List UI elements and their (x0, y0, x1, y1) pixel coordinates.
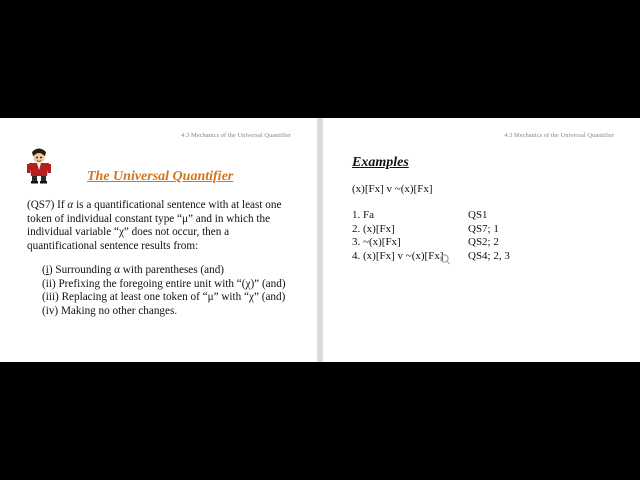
mascot-character-icon (26, 146, 52, 184)
rule-qs7 (27, 199, 299, 253)
example-formula: (x)[Fx] v ~(x)[Fx] (352, 183, 433, 195)
cursor-icon (440, 254, 451, 265)
rule-clauses (42, 264, 286, 318)
clause-item: (iv) Making no other changes. (42, 304, 178, 317)
proof-justification: QS2; 2 (468, 236, 499, 249)
proof-justification: QS1 (468, 209, 488, 221)
clause-item: (iii) Replacing at least one token of “μ” with “χ” (and) (42, 291, 286, 304)
right-slide (323, 118, 640, 362)
running-head: 4.3 Mechanics of the Universal Quantifier (504, 132, 614, 139)
watermark-top: RECORDED WITH (6, 340, 49, 345)
proof-justification: QS7; 1 (468, 222, 499, 235)
proof-justification: QS4; 2, 3 (468, 249, 510, 262)
slide-viewer (0, 118, 640, 362)
screencast-watermark (6, 340, 102, 355)
proof-line: 3. ~(x)[Fx] (352, 236, 401, 249)
watermark-right: MATIC (76, 345, 103, 355)
rule-label: (QS7) If (27, 199, 65, 211)
examples-heading: Examples (352, 155, 409, 170)
proof-line: 2. (x)[Fx] (352, 222, 395, 235)
alpha-symbol: α (67, 199, 74, 211)
proof-line: 4. (x)[Fx] v ~(x)[Fx] (352, 249, 444, 262)
clause-item: (ii) Prefixing the foregoing entire unit with “(χ)” (and) (42, 277, 286, 290)
proof-line: 1. Fa (352, 209, 374, 221)
rule-text: is a quantificational sentence with at least one token of individual constant type “μ” and in which the individual variable “χ” does not occur, then a quantificational sentence results from: (27, 199, 282, 252)
slide-heading: The Universal Quantifier (87, 169, 234, 184)
watermark-left: SCREENCAST (6, 345, 63, 355)
running-head: 4.3 Mechanics of the Universal Quantifier (181, 132, 291, 139)
clause-item: (i) Surrounding α with parentheses (and) (42, 264, 225, 276)
left-slide (0, 118, 317, 362)
screencast-logo-icon (65, 345, 75, 355)
